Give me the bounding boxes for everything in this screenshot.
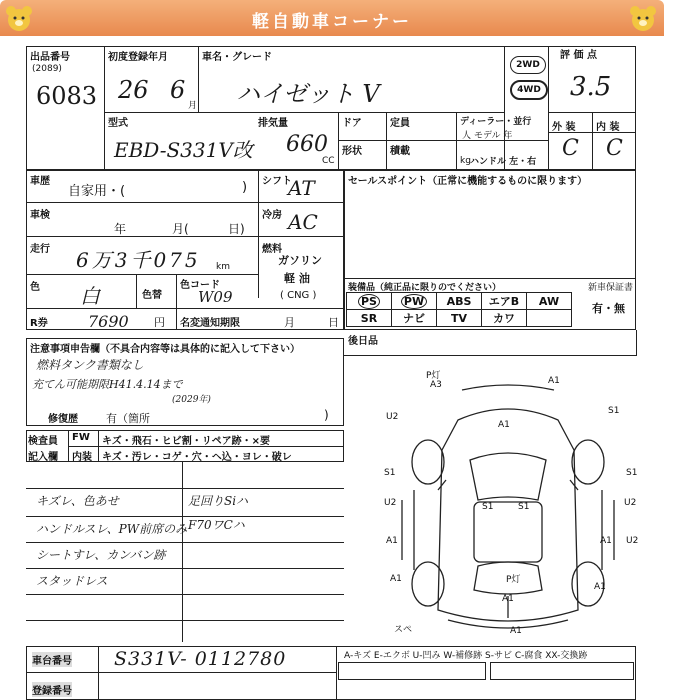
inspection-year: 年 [114, 222, 127, 236]
colorcode-label: 色コード [180, 280, 220, 291]
mileage-label: 走行 [30, 244, 50, 255]
mark-u2-lf: U2 [386, 412, 399, 422]
history-cat-label: 車歴 [30, 176, 50, 187]
equip-leather: カワ [482, 310, 527, 327]
ext-value: C [562, 136, 579, 161]
mark-a1-lr: A1 [386, 536, 398, 546]
equip-aw: AW [527, 293, 572, 310]
mark-p-front: P灯 [426, 371, 441, 381]
note-1: 燃料タンク書類なし [36, 358, 144, 372]
registration-label: 登録番号 [32, 682, 72, 697]
remark-right-1: 足回りSiハ [188, 494, 249, 508]
cap-label: 定員 [390, 118, 410, 129]
reg-month: 6 [170, 76, 186, 104]
colorchange-label: 色替 [142, 290, 162, 301]
warranty-value: 有・無 [592, 302, 625, 315]
right-mirror [570, 480, 578, 490]
tax-day: 日 [328, 316, 339, 329]
month-unit: 月 [188, 101, 198, 111]
mark-a1-bumper: A1 [510, 626, 522, 636]
repair-close: ) [324, 408, 329, 422]
remark-3: シートすレ、カンバン跡 [36, 548, 166, 562]
mark-a1-lrear: A1 [390, 574, 402, 584]
stamp-box-1 [338, 662, 486, 680]
inspection-day: 日) [228, 222, 245, 236]
equip-navi: ナビ [392, 310, 437, 327]
mark-a1-hood: A1 [498, 420, 510, 430]
mark-s1-roof2: S1 [518, 502, 530, 512]
recycle-value: 7690 [88, 312, 129, 331]
remark-4: スタッドレス [36, 574, 108, 588]
type-value: EBD-S331V改 [114, 138, 253, 162]
remark-2: ハンドルスレ、PW前席のみ [36, 522, 188, 536]
mark-a1-front: A1 [548, 376, 560, 386]
load-label: 積載 [390, 146, 410, 157]
int-label: 内 装 [596, 122, 620, 133]
mark-p-rear: P灯 [506, 575, 521, 585]
mark-a3: A3 [430, 380, 442, 390]
mark-a1-rrear: A1 [594, 582, 606, 592]
left-front-wheel [412, 440, 444, 484]
damage-legend: A-キズ E-エクボ U-凹み W-補修跡 S-サビ C-腐食 XX-交換跡 [344, 651, 588, 661]
drive-4wd: 4WD [510, 80, 548, 100]
inspection-label: 車検 [30, 210, 50, 221]
tax-label: 名変通知期限 [180, 318, 240, 329]
stamp-box-2 [490, 662, 634, 680]
car-name: ハイゼット V [236, 80, 380, 108]
note-2b: (2029年) [172, 395, 211, 405]
mark-u2-l: U2 [384, 498, 397, 508]
rear-items-label: 後日品 [348, 336, 378, 347]
ext-label: 外 装 [552, 122, 576, 133]
aircon-label: 冷房 [262, 210, 282, 221]
mark-u2-r: U2 [624, 498, 637, 508]
notes-label: 注意事項申告欄（不具合内容等は具体的に記入して下さい） [30, 344, 300, 355]
handle-label: ハンドル 左・右 [470, 157, 537, 167]
lot-sub: (2089) [32, 64, 62, 74]
equip-pw: PW [392, 293, 437, 310]
usage-close: ) [242, 180, 248, 195]
recycle-label: R券 [30, 318, 48, 329]
page-title: 軽自動車コーナー [252, 12, 412, 32]
door-label: ドア [342, 118, 362, 129]
repair-history-label: 修復歴 [48, 414, 78, 425]
cap-unit: 人 [462, 131, 472, 141]
reg-label: 初度登録年月 [108, 52, 168, 63]
model-label: モデル 年 [474, 131, 513, 141]
new-label: 新車保証書 [588, 283, 634, 293]
lot-number: 6083 [36, 82, 98, 110]
color-label: 色 [30, 282, 40, 293]
fuel-gasoline: ガソリン [278, 254, 322, 267]
shift-label: シフト [262, 176, 292, 187]
equip-ps: PS [347, 293, 392, 310]
reg-year: 26 [118, 76, 149, 104]
left-mirror [438, 480, 446, 490]
equip-tv: TV [437, 310, 482, 327]
equip-empty [527, 310, 572, 327]
front-bumper [462, 385, 554, 390]
usage-value: 自家用・( [68, 184, 126, 199]
fuel-diesel: 軽 油 [284, 272, 310, 285]
interior-label: 内装 [72, 452, 92, 463]
load-unit: kg [460, 156, 471, 166]
shape-label: 形状 [342, 146, 362, 157]
lot-label: 出品番号 [30, 52, 70, 63]
disp-value: 660 [286, 132, 328, 157]
mark-s1-roof: S1 [482, 502, 494, 512]
mileage-value: 6万3千075 [76, 248, 201, 272]
inspection-month: 月( [172, 222, 189, 236]
car-body-outline [438, 409, 578, 621]
equip-sr: SR [347, 310, 392, 327]
shift-value: AT [288, 176, 315, 200]
windshield [470, 453, 546, 500]
teddy-bear-icon [628, 4, 658, 32]
drive-2wd: 2WD [510, 56, 546, 74]
equip-abs: ABS [437, 293, 482, 310]
interior-options: キズ・汚レ・コゲ・穴・ヘ込・ヨレ・破レ [102, 452, 292, 463]
mark-u2-rr: U2 [626, 536, 639, 546]
mark-a1-rr: A1 [600, 536, 612, 546]
recycle-unit: 円 [154, 316, 165, 329]
record-label: 記入欄 [28, 452, 58, 463]
chassis-label: 車台番号 [32, 652, 72, 667]
mark-s1-rf: S1 [608, 406, 620, 416]
fuel-label: 燃料 [262, 244, 282, 255]
fw-options: キズ・飛石・ヒビ割・リペア跡・×要 [102, 436, 270, 447]
equip-airbag: エアB [482, 293, 527, 310]
mark-s1-l: S1 [384, 468, 396, 478]
disp-unit: CC [322, 156, 335, 166]
type-label: 型式 [108, 118, 128, 129]
fw-label: FW [72, 432, 90, 443]
mileage-unit: km [216, 262, 230, 272]
auction-sheet [22, 42, 642, 700]
grade-value: 3.5 [570, 72, 612, 102]
remark-right-2: F70ワCハ [188, 518, 245, 532]
header-banner [0, 0, 664, 36]
note-2: 充てん可能期限H41.4.14まで [32, 378, 183, 391]
color-value: 白 [80, 284, 100, 308]
remark-1: キズレ、色あせ [36, 494, 119, 508]
aircon-value: AC [288, 210, 318, 234]
disp-label: 排気量 [258, 118, 288, 129]
fuel-cng: ( CNG ) [280, 290, 317, 301]
dealer-label: ディーラー・並行 [460, 117, 532, 127]
left-door-line [402, 490, 414, 570]
inspector-label: 検査員 [28, 436, 58, 447]
sales-label: セールスポイント（正常に機能するものに限ります） [348, 176, 588, 187]
right-front-wheel [572, 440, 604, 484]
mark-s1-r: S1 [626, 468, 638, 478]
chassis-value: S331V- 0112780 [114, 648, 287, 670]
name-label: 車名・グレード [202, 52, 272, 63]
grade-label: 評 価 点 [560, 50, 597, 61]
repair-history-value: 有（箇所 [106, 412, 150, 425]
mark-a1-rear: A1 [502, 594, 514, 604]
tax-month: 月 [284, 316, 295, 329]
int-value: C [606, 136, 623, 161]
equip-label: 装備品（純正品に限りのでください） [348, 283, 502, 293]
equipment-table [346, 292, 572, 327]
right-door-line [602, 490, 614, 570]
mark-spare: スペ [394, 625, 413, 635]
colorcode-value: W09 [198, 288, 233, 306]
